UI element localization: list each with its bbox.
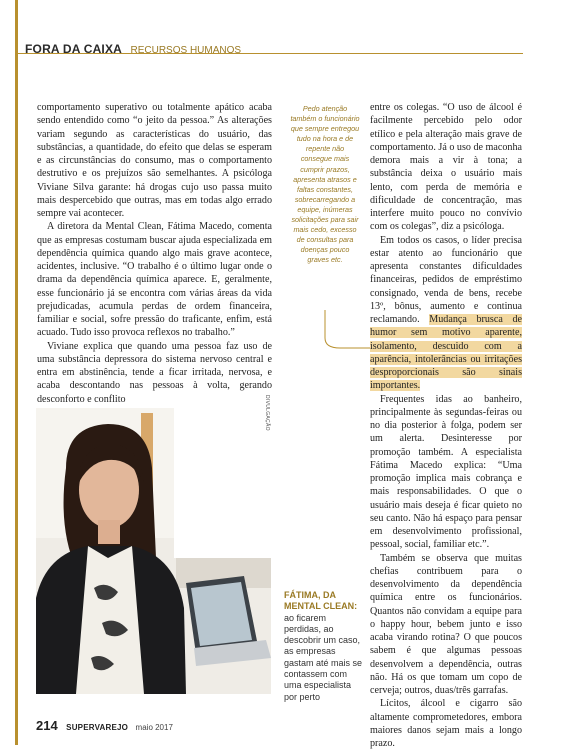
caption-subject: FÁTIMA, DA MENTAL CLEAN:: [284, 590, 358, 612]
paragraph: comportamento superativo ou totalmente apático acaba sendo entendido como “o jeito da pessoa.” As alterações variam segundo as características do usuário, das substâncias, a quantidade, do efeito que delas se esperam e as circunstâncias do consumo, mas o comportamento destrutivo e os prejuízos são semelhantes. A psicóloga Viviane Silva garante: há drogas cujo uso passa muito mais despercebido que outras, mas em todas algo errado sempre vai acontecer.: [37, 102, 272, 219]
article-column-right: [370, 101, 522, 750]
paragraph-with-highlight: [370, 234, 522, 393]
paragraph: A diretora da Mental Clean, Fátima Macedo, comenta que as empresas costumam buscar ajuda especializada em dependência química quando algo mais grave acontece, acidentes, inclusive. “O trabalho é o último lugar onde o drama da dependência química aparece. E, geralmente, esse funcionário já se encontra com várias áreas da vida prejudicadas, acumula perdas de ordem financeira, familiar e social, sofre pressão do traficante, enfim, está acuado. Tudo isso provoca reflexos no trabalho.”: [37, 221, 272, 339]
photo-caption: [284, 590, 364, 703]
portrait-photo: [36, 408, 271, 694]
issue-date: maio 2017: [135, 723, 173, 732]
magazine-name: SUPERVAREJO: [66, 723, 129, 732]
photo-credit: DIVULGAÇÃO: [264, 395, 270, 431]
paragraph: Frequentes idas ao banheiro, principalmente às segundas-feiras ou no dia posterior à folga, podem ser um alerta. Desinteresse por promoção também. A especialista Fátima Macedo explica: “Uma promoção implica mais cobrança e mais responsabilidades. O que o usuário mais deseja é ficar quieto no seu canto. Não há espaço para pensar em desenvolvimento profissional, pessoal, social, familiar etc.”.: [370, 393, 522, 551]
section-header: [25, 40, 241, 58]
paragraph-text: Em todos os casos, o líder precisa estar atento ao funcionário que apresenta constantes dificuldades financeiras, pedidos de empréstimo consignado, venda de bens, recebe 13º, bônus, aumento e continua reclamando.: [370, 234, 522, 325]
caption-text: ao ficarem perdidas, ao descobrir um caso, as empresas gastam até mais se contassem com uma especialista por perto: [284, 612, 363, 702]
article-column-left: [37, 101, 272, 406]
left-accent-rule: [15, 0, 18, 745]
section-subtitle: RECURSOS HUMANOS: [130, 45, 242, 56]
paragraph: entre os colegas. “O uso de álcool é facilmente percebido pelo odor etílico e pela alteração mais grave de comportamento. Já o uso de maconha demora mais a vir à tona; a substância deixa o usuário mais lento, com perda de memória e dificuldade de concentração, mas interfere muito pouco no convívio com os colegas”, diz a psicóloga.: [370, 102, 522, 233]
portrait-illustration: [36, 408, 271, 694]
section-title: FORA DA CAIXA: [25, 42, 123, 56]
paragraph: Também se observa que muitas chefias contribuem para o desenvolvimento da dependência química entre os funcionários. Quantos não convidam a equipe para o happy hour, bebem junto e isso acaba virando rotina? O que poucos sabem é que algumas pessoas desenvolvem a dependência, outras não. Há os que tomam um copo de cerveja; outros, duas/três garrafas.: [370, 552, 522, 696]
page-footer: [36, 717, 173, 735]
page-number: 214: [36, 718, 58, 733]
paragraph: Viviane explica que quando uma pessoa faz uso de uma substância depressora do sistema nervoso central e entra em abstinência, tende a ficar irritada, nervosa, e acaba descontando nas pessoas à volta, gerando desconforto e conflito: [37, 340, 272, 405]
paragraph: Lícitos, álcool e cigarro são altamente comprometedores, embora maiores danos sejam mais a longo prazo.: [370, 698, 522, 749]
pull-quote: Pedo atenção também o funcionário que sempre entregou tudo na hora e de repente não consegue mais cumprir prazos, apresenta atrasos e faltas constantes, sobrecarregando a equipe, inúmeras solicitações para sair mais cedo, excesso de consultas para doenças pouco graves etc.: [290, 104, 360, 265]
highlighted-text: Mudança brusca de humor sem motivo aparente, isolamento, descuido com a aparência, intolerâncias ou irritações desproporcionais são sinais importantes.: [370, 314, 522, 392]
